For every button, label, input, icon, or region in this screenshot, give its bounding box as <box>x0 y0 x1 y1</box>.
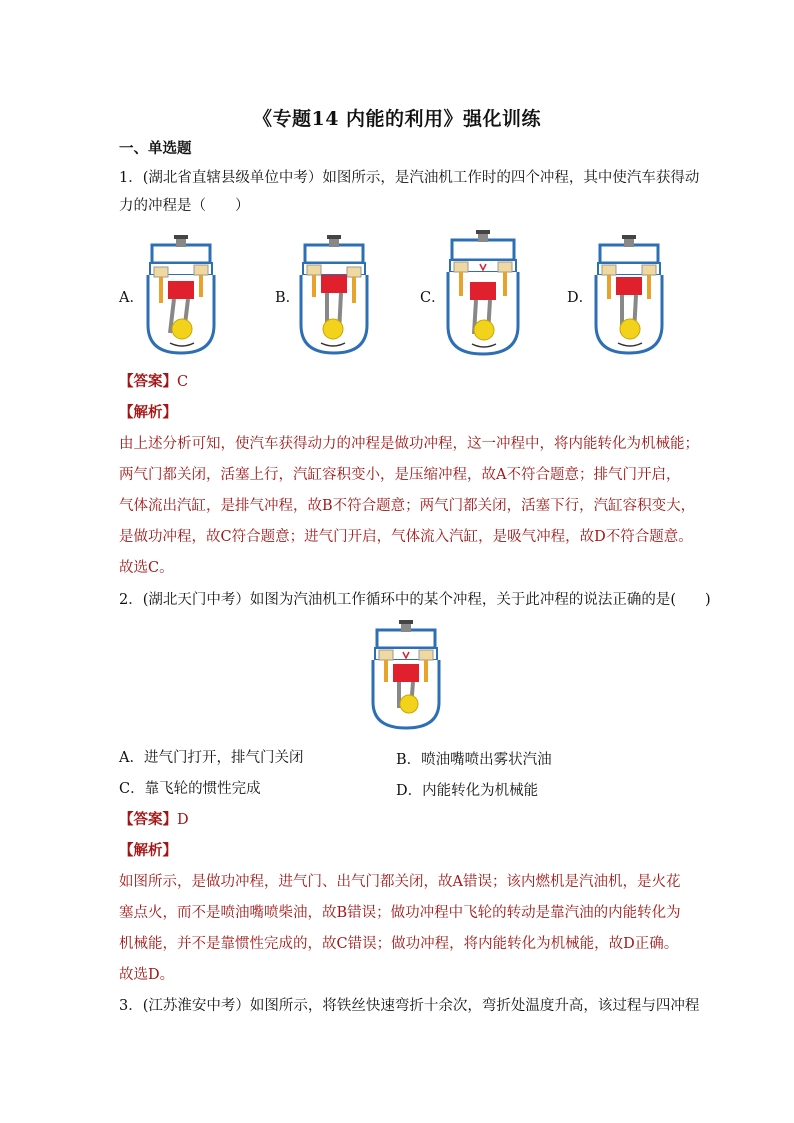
q2-analysis-tag: 【解析】 <box>119 842 177 859</box>
q2-option-b: B．喷油嘴喷出雾状汽油 <box>396 752 552 768</box>
q1-analysis-tag: 【解析】 <box>119 404 177 421</box>
q1-option-b-label: B． <box>275 290 301 306</box>
q1-option-d-label: D． <box>567 290 594 306</box>
q2-option-d: D．内能转化为机械能 <box>396 783 539 799</box>
engine-diagram-c <box>440 230 526 358</box>
page-title: 《专题14 内能的利用》强化训练 <box>252 108 542 130</box>
q3-stem: 3．(江苏淮安中考）如图所示，将铁丝快速弯折十余次，弯折处温度升高，该过程与四冲程 <box>119 998 700 1014</box>
q1-analysis-line: 是做功冲程，故C符合题意；进气门开启，气体流入汽缸，是吸气冲程，故D不符合题意。 <box>119 529 693 545</box>
answer-tag: 【答案】 <box>119 811 177 828</box>
q2-analysis-line: 机械能，并不是靠惯性完成的，故C错误；做功冲程，将内能转化为机械能，故D正确。 <box>119 936 679 952</box>
q2-stem: 2．(湖北天门中考）如图为汽油机工作循环中的某个冲程，关于此冲程的说法正确的是( ) <box>119 592 711 608</box>
q1-answer <box>119 372 679 392</box>
q1-analysis-line: 故选C。 <box>119 560 174 576</box>
q1-analysis-line: 由上述分析可知，使汽车获得动力的冲程是做功冲程，这一冲程中，将内能转化为机械能； <box>119 436 699 452</box>
q2-answer <box>119 810 679 830</box>
q1-analysis-line: 气体流出汽缸，是排气冲程，故B不符合题意；两气门都关闭，活塞下行，汽缸容积变大， <box>119 498 696 514</box>
q1-option-a-label: A． <box>119 290 144 306</box>
engine-diagram-q2 <box>363 620 449 732</box>
q1-stem-line1: 1．(湖北省直辖县级单位中考）如图所示，是汽油机工作时的四个冲程，其中使汽车获得动 <box>119 170 700 186</box>
answer-value: C <box>177 374 189 390</box>
section-heading: 一、单选题 <box>119 140 192 157</box>
q1-stem-line2: 力的冲程是（ ） <box>119 198 250 214</box>
engine-diagram-a <box>140 235 222 357</box>
q2-option-c: C．靠飞轮的惯性完成 <box>119 781 261 797</box>
engine-diagram-b <box>293 235 375 357</box>
answer-tag: 【答案】 <box>119 373 177 390</box>
q2-analysis-line: 故选D。 <box>119 967 175 983</box>
q2-analysis-line: 如图所示，是做功冲程，进气门、出气门都关闭，故A错误；该内燃机是汽油机，是火花 <box>119 874 681 890</box>
q2-analysis-line: 塞点火，而不是喷油嘴喷柴油，故B错误；做功冲程中飞轮的转动是靠汽油的内能转化为 <box>119 905 681 921</box>
q1-option-c-label: C． <box>420 290 446 306</box>
q1-analysis-line: 两气门都关闭，活塞上行，汽缸容积变小，是压缩冲程，故A不符合题意；排气门开启， <box>119 467 681 483</box>
q2-option-a: A．进气门打开，排气门关闭 <box>119 750 304 766</box>
answer-value: D <box>177 812 189 828</box>
engine-diagram-d <box>588 235 670 357</box>
